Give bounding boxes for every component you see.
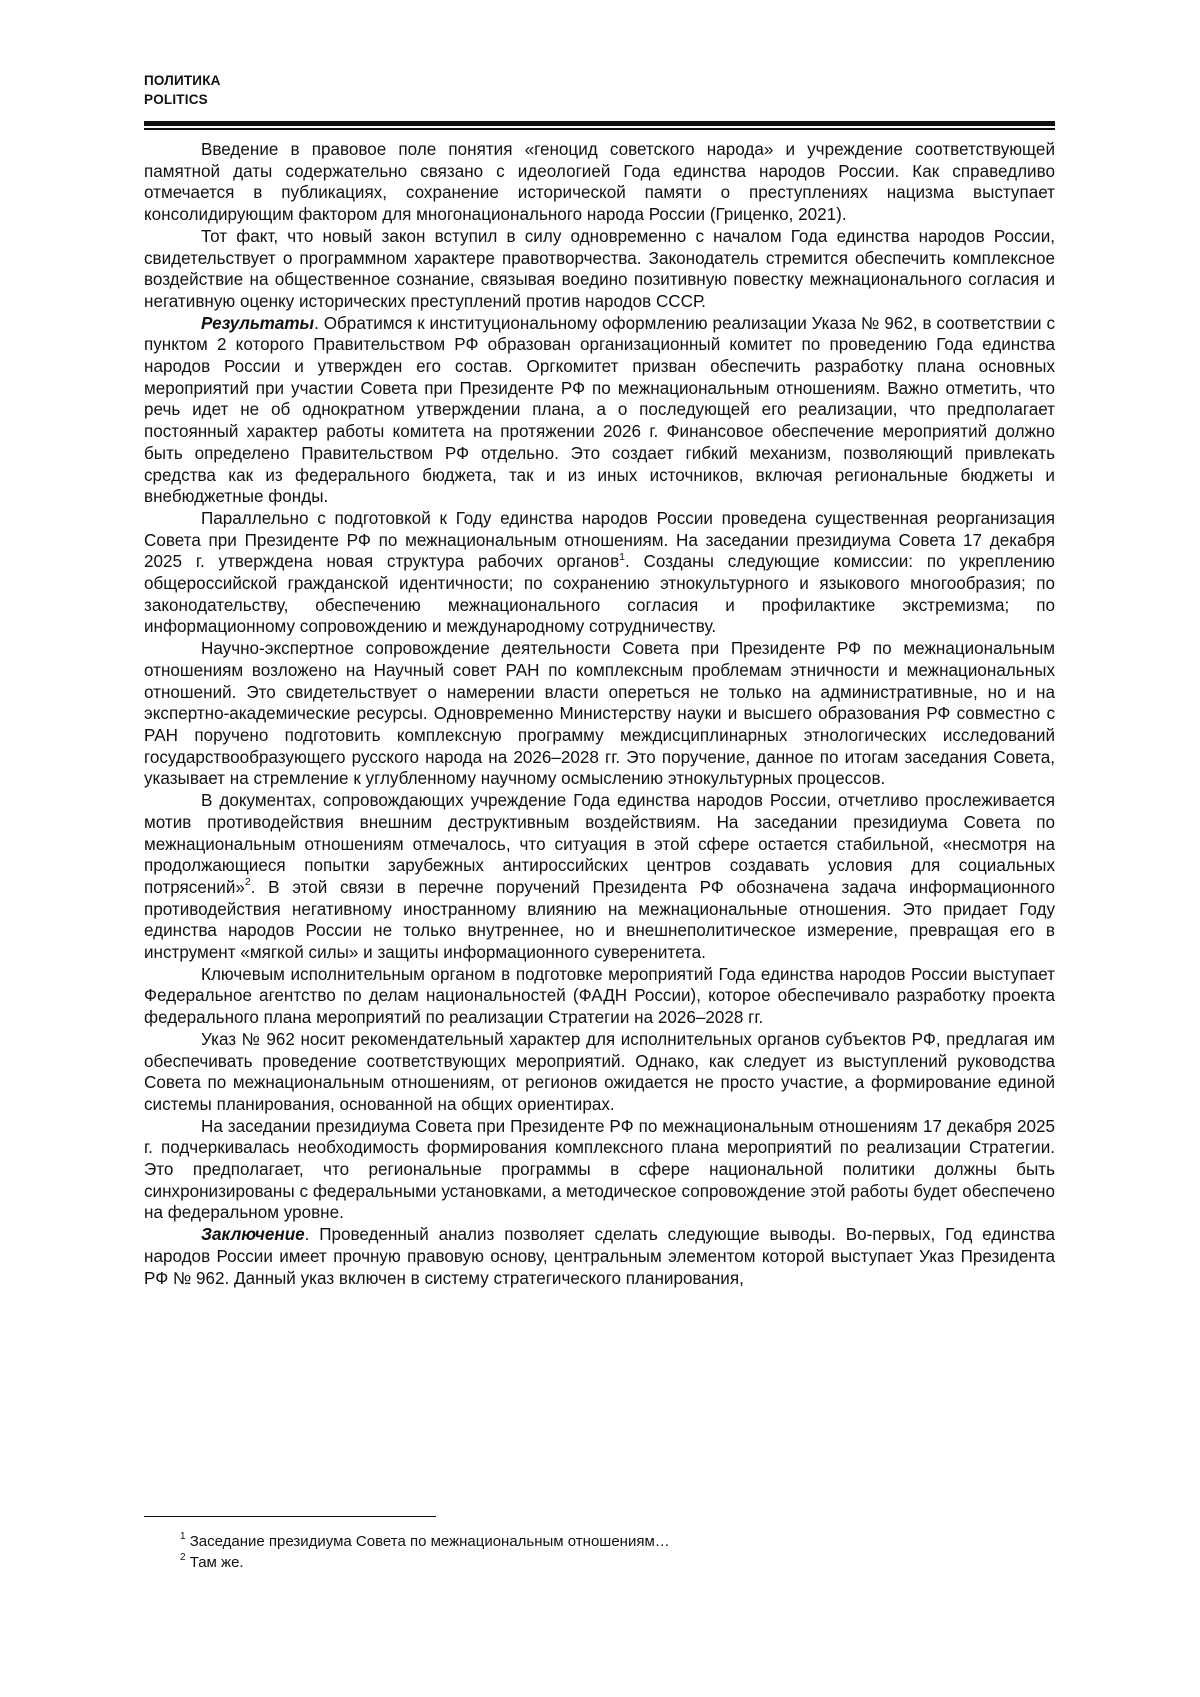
section-title-ru: ПОЛИТИКА xyxy=(144,73,221,88)
article-body xyxy=(144,139,1055,1289)
paragraph: Научно-экспертное сопровождение деятельности Совета при Президенте РФ по межнациональным отношениям возложено на Научный совет РАН по комплексным проблемам этничности и межнациональных отношений. Это свидетельствует о намерении власти опереться не только на административные, но и на экспертно-академические ресурсы. Одновременно Министерству науки и высшего образования РФ совместно с РАН поручено подготовить комплексную программу междисциплинарных этнологических исследований государствообразующего русского народа на 2026–2028 гг. Это поручение, данное по итогам заседания Совета, указывает на стремление к углубленному научному осмыслению этнокультурных процессов. xyxy=(144,639,1055,789)
paragraph: Введение в правовое поле понятия «геноцид советского народа» и учреждение соответствующей памятной даты содержательно связано с идеологией Года единства народов России. Как справедливо отмечается в публикациях, сохранение исторической памяти о преступлениях нацизма выступает консолидирующим фактором для многонационального народа России (Гриценко, 2021). xyxy=(144,140,1055,225)
footnote-item: $^2$ Там же. xyxy=(180,1552,244,1571)
running-header xyxy=(144,71,221,109)
section-title-en: POLITICS xyxy=(144,92,208,107)
footnote-ref[interactable]: 2 xyxy=(244,876,251,889)
paragraph: Параллельно с подготовкой к Году единства народов России проведена существенная реорганизация Совета при Президенте РФ по межнациональным отношениям. На заседании президиума Совета 17 декабря 2025 г. утверждена новая структура рабочих органов$^1$. Созданы следующие комиссии: по укреплению общероссийской гражданской идентичности; по сохранению этнокультурного и языкового многообразия; по законодательству, обеспечению межнационального согласия и профилактике экстремизма; по информационному сопровождению и международному сотрудничеству. xyxy=(144,508,1055,637)
paragraph: В документах, сопровождающих учреждение Года единства народов России, отчетливо прослеживается мотив противодействия внешним деструктивным воздействиям. На заседании президиума Совета по межнациональным отношениям отмечалось, что ситуация в этой сфере остается стабильной, «несмотря на продолжающиеся попытки зарубежных антироссийских центров создавать условия для социальных потрясений»$^2$. В этой связи в перечне поручений Президента РФ обозначена задача информационного противодействия негативному иностранному влиянию на межнациональные отношения. Это придает Году единства народов России не только внутреннее, но и внешнеполитическое измерение, превращая его в инструмент «мягкой силы» и защиты информационного суверенитета. xyxy=(144,791,1055,963)
paragraph: На заседании президиума Совета при Президенте РФ по межнациональным отношениям 17 декабря 2025 г. подчеркивалась необходимость формирования комплексного плана мероприятий по реализации Стратегии. Это предполагает, что региональные программы в сфере национальной политики должны быть синхронизированы с федеральными установками, а методическое сопровождение этой работы будет обеспечено на федеральном уровне. xyxy=(144,1116,1055,1223)
section-lead-results: Результаты xyxy=(201,313,315,333)
footnote-ref[interactable]: 1 xyxy=(619,550,625,563)
paragraph-conclusion: Заключение. Проведенный анализ позволяет сделать следующие выводы. Во-первых, Год единства народов России имеет прочную правовую основу, центральным элементом которой выступает Указ Президента РФ № 962. Данный указ включен в систему стратегического планирования, xyxy=(144,1225,1055,1288)
paragraph-results: Результаты. Обратимся к институциональному оформлению реализации Указа № 962, в соответствии с пунктом 2 которого Правительством РФ образован организационный комитет по проведению Года единства народов России и утвержден его состав. Оргкомитет призван обеспечить разработку плана основных мероприятий при участии Совета при Президенте РФ по межнациональным отношениям. Важно отметить, что речь идет не об однократном утверждении плана, а о последующей его реализации, что предполагает постоянный характер работы комитета на протяжении 2026 г. Финансовое обеспечение мероприятий должно быть определено Правительством РФ отдельно. Это создает гибкий механизм, позволяющий привлекать средства как из федерального бюджета, так и из иных источников, включая региональные бюджеты и внебюджетные фонды. xyxy=(144,313,1055,507)
footnote-item: $^1$ Заседание президиума Совета по межнациональным отношениям… xyxy=(180,1531,670,1550)
header-rule-thick xyxy=(144,121,1055,126)
paragraph: Тот факт, что новый закон вступил в силу одновременно с началом Года единства народов России, свидетельствует о программном характере правотворчества. Законодатель стремится обеспечить комплексное воздействие на общественное сознание, связывая воедино позитивную повестку межнационального согласия и негативную оценку исторических преступлений против народов СССР. xyxy=(144,226,1055,311)
section-lead-conclusion: Заключение xyxy=(201,1225,305,1245)
footnote-separator xyxy=(144,1516,436,1517)
header-rule-thin xyxy=(144,128,1055,130)
paragraph: Указ № 962 носит рекомендательный характер для исполнительных органов субъектов РФ, предлагая им обеспечивать проведение соответствующих мероприятий. Однако, как следует из выступлений руководства Совета по межнациональным отношениям, от регионов ожидается не просто участие, а формирование единой системы планирования, основанной на общих ориентирах. xyxy=(144,1029,1055,1114)
footnotes xyxy=(180,1531,670,1573)
paragraph: Ключевым исполнительным органом в подготовке мероприятий Года единства народов России выступает Федеральное агентство по делам национальностей (ФАДН России), которое обеспечивало разработку проекта федерального плана мероприятий по реализации Стратегии на 2026–2028 гг. xyxy=(144,964,1055,1028)
